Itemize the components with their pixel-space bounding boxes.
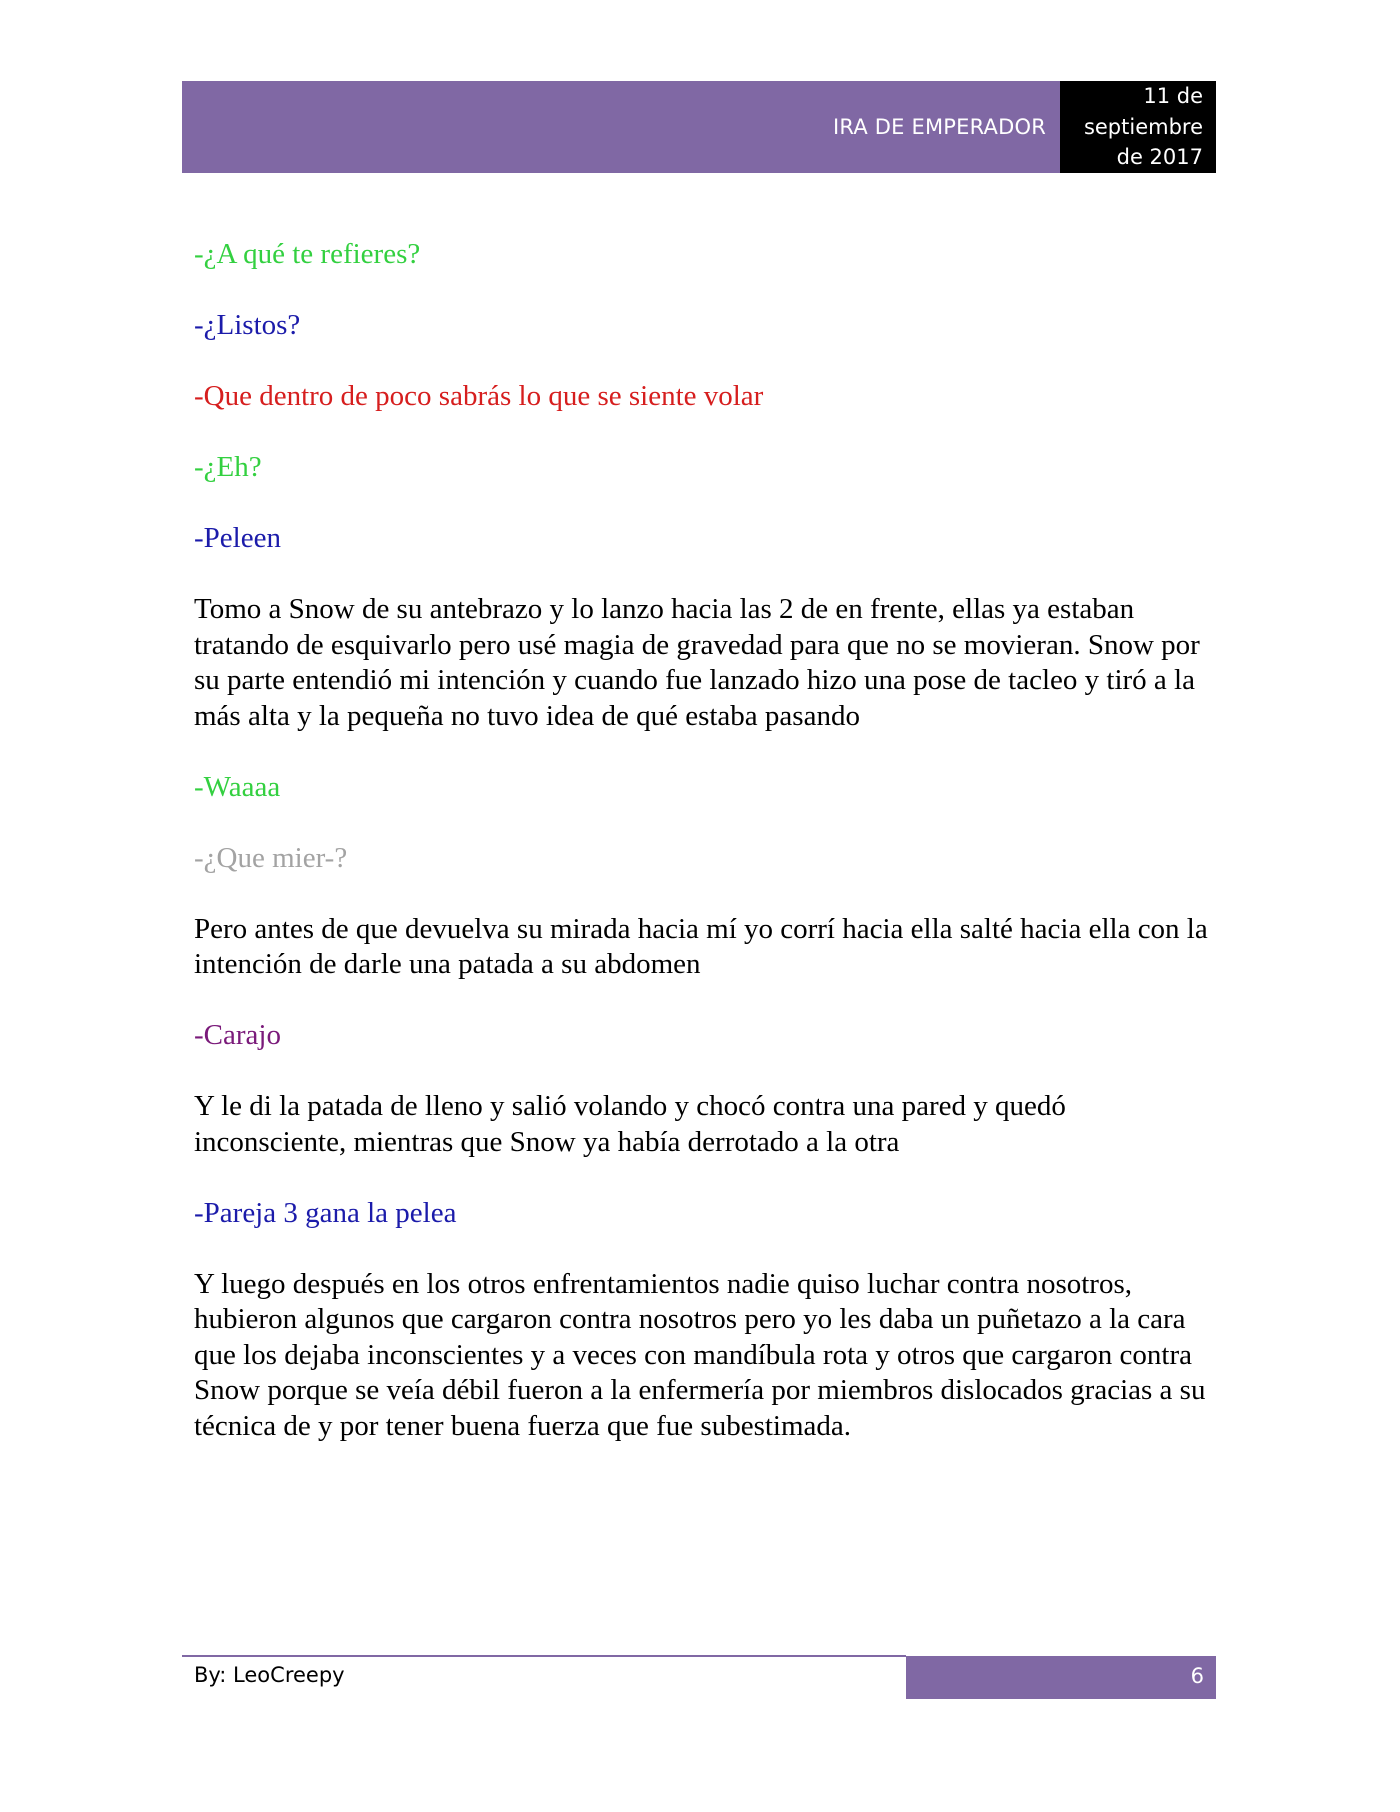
dialogue-line: -¿Que mier-? (194, 841, 348, 874)
page-body (194, 237, 1209, 1480)
footer-divider (182, 1655, 906, 1657)
header-date (1060, 81, 1216, 173)
footer-page-box (906, 1656, 1216, 1699)
date-line-year: de 2017 (1116, 145, 1203, 169)
document-title: IRA DE EMPERADOR (832, 115, 1046, 139)
narration-paragraph: Y luego después en los otros enfrentamientos nadie quiso luchar contra nosotros, hubieron algunos que cargaron contra nosotros pero yo les daba un puñetazo a la cara que los dejaba inconscientes y a veces con mandíbula rota y otros que cargaron contra Snow porque se veía débil fueron a la enfermería por miembros dislocados gracias a su técnica de y por tener buena fuerza que fue subestimada. (194, 1267, 1206, 1442)
narration-paragraph: Y le di la patada de lleno y salió volando y chocó contra una pared y quedó inconsciente, mientras que Snow ya había derrotado a la otra (194, 1090, 1066, 1158)
header-bar (182, 81, 1060, 173)
dialogue-line: -¿Listos? (194, 309, 301, 341)
dialogue-line: -¿Eh? (194, 451, 262, 483)
dialogue-line: -Carajo (194, 1019, 281, 1051)
dialogue-line: -Que dentro de poco sabrás lo que se siente volar (194, 380, 764, 412)
dialogue-line: -Waaaa (194, 770, 281, 803)
footer-author: By: LeoCreepy (194, 1663, 345, 1687)
date-line-day: 11 de (1143, 84, 1203, 108)
dialogue-line: -Peleen (194, 522, 281, 554)
dialogue-line: -Pareja 3 gana la pelea (194, 1196, 457, 1229)
narration-paragraph: Pero antes de que devuelva su mirada hacia mí yo corrí hacia ella salté hacia ella con la intención de darle una patada a su abdomen (194, 912, 1208, 980)
narration-paragraph: Tomo a Snow de su antebrazo y lo lanzo hacia las 2 de en frente, ellas ya estaban tratando de esquivarlo pero usé magia de gravedad para que no se movieran. Snow por su parte entendió mi intención y cuando fue lanzado hizo una pose de tacleo y tiró a la más alta y la pequeña no tuvo idea de qué estaba pasando (194, 593, 1200, 732)
date-line-month: septiembre (1083, 114, 1203, 139)
page-number: 6 (1190, 1664, 1204, 1688)
dialogue-line: -¿A qué te refieres? (194, 238, 421, 270)
